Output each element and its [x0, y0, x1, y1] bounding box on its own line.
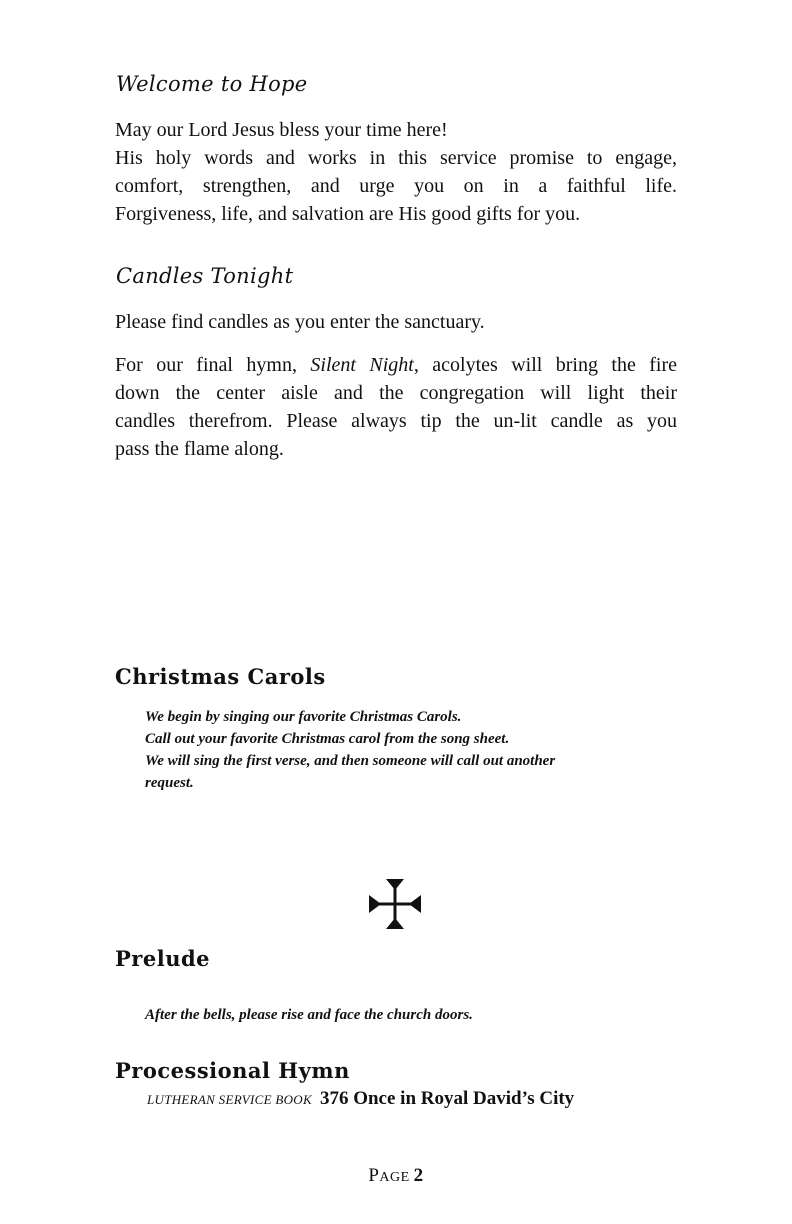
welcome-line: Forgiveness, life, and salvation are His good gifts for you. [115, 203, 581, 225]
carols-note-line: We will sing the first verse, and then someone will call out another [145, 753, 556, 769]
candles-paragraph [115, 351, 677, 463]
candles-text: For our final hymn, [115, 354, 297, 376]
candles-heading: Candles Tonight [116, 264, 294, 288]
candles-intro: Please find candles as you enter the sanctuary. [115, 311, 485, 333]
silent-night-title: Silent Night [310, 354, 414, 376]
page-label-rest: AGE [379, 1170, 410, 1185]
candles-line: candles therefrom. Please always tip the un-lit candle as you [115, 410, 677, 432]
hymn-number-title: 376 Once in Royal David’s City [319, 1088, 575, 1109]
welcome-line: His holy words and works in this service promise to engage, [115, 147, 677, 169]
page-number [0, 1165, 792, 1187]
welcome-line: May our Lord Jesus bless your time here! [115, 119, 448, 141]
carols-note-line: request. [145, 775, 194, 791]
hymnal-name: LUTHERAN SERVICE BOOK [147, 1092, 312, 1107]
candles-line: down the center aisle and the congregation will light their [115, 382, 677, 404]
page-number-value: 2 [413, 1165, 424, 1186]
welcome-line: comfort, strengthen, and urge you on in a faithful life. [115, 175, 677, 197]
processional-heading: Processional Hymn [115, 1058, 350, 1083]
candles-text: , acolytes will bring the fire [413, 354, 678, 376]
candles-line: pass the flame along. [115, 438, 284, 460]
cross-pattee-icon [367, 876, 423, 932]
carols-note-line: We begin by singing our favorite Christmas Carols. [145, 709, 462, 725]
welcome-heading: Welcome to Hope [116, 72, 308, 96]
carols-notes [145, 706, 645, 794]
page-label-initial: P [368, 1165, 380, 1186]
processional-hymn-line [147, 1088, 574, 1110]
prelude-heading: Prelude [115, 946, 211, 971]
carols-note-line: Call out your favorite Christmas carol from the song sheet. [145, 731, 510, 747]
candles-line [115, 351, 677, 379]
carols-heading: Christmas Carols [115, 664, 326, 689]
prelude-note: After the bells, please rise and face the church doors. [145, 1007, 473, 1023]
welcome-paragraph [115, 116, 677, 228]
